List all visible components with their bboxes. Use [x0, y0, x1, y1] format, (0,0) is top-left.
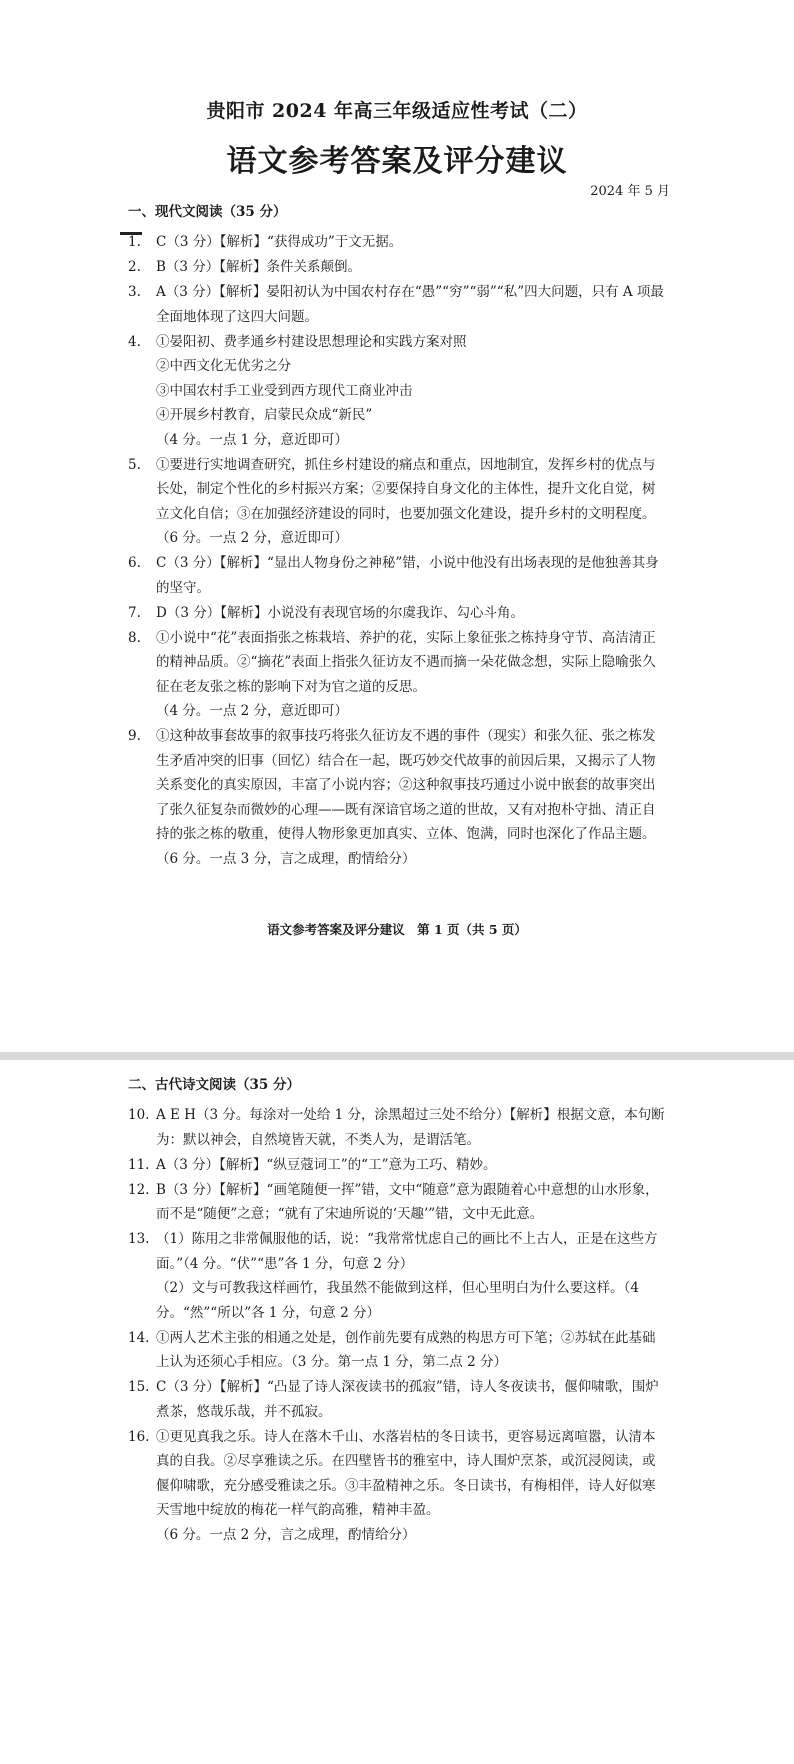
exam-title: 贵阳市 2024 年高三年级适应性考试（二） [206, 100, 588, 122]
answer-body [156, 255, 668, 280]
document-title: 语文参考答案及评分建议 [226, 144, 568, 179]
answer-item [128, 1326, 668, 1375]
answer-body [156, 230, 668, 255]
answer-body [156, 1227, 668, 1325]
answer-item [128, 1153, 668, 1178]
answer-line: D（3 分）【解析】小说没有表现官场的尔虞我诈、勾心斗角。 [156, 604, 524, 621]
answer-line: （4 分。一点 2 分，意近即可） [156, 703, 349, 719]
answer-item [128, 601, 668, 626]
answer-number: 5. [128, 456, 141, 473]
answer-line: A（3 分）【解析】晏阳初认为中国农村存在“愚”“穷”“弱”“私”四大问题，只有 A 项最全面地体现了这四大问题。 [156, 284, 664, 325]
answer-line: B（3 分）【解析】“画笔随便一挥”错，文中“随意”意为跟随着心中意想的山水形象，而不是“随便”之意；“就有了宋迪所说的‘天趣’”错，文中无此意。 [156, 1181, 659, 1222]
answer-line: ①两人艺术主张的相通之处是，创作前先要有成熟的构思方可下笔；②苏轼在此基础上认为还须心手相应。（3 分。第一点 1 分，第二点 2 分） [156, 1329, 656, 1370]
answer-item [128, 330, 668, 453]
answer-item [128, 1375, 668, 1424]
answer-number: 12. [128, 1181, 150, 1198]
answer-item [128, 626, 668, 724]
answer-line: ③中国农村手工业受到西方现代工商业冲击 [156, 382, 413, 399]
answer-body [156, 1178, 668, 1227]
answer-number: 11. [128, 1156, 150, 1173]
answer-body [156, 330, 668, 453]
answer-line: ①这种故事套故事的叙事技巧将张久征访友不遇的事件（现实）和张久征、张之栋发生矛盾冲突的旧事（回忆）结合在一起，既巧妙交代故事的前因后果，又揭示了人物关系变化的真实原因，丰富了小说内容；②这种叙事技巧通过小说中嵌套的故事突出了张久征复杂而微妙的心理——既有深谙官场之道的世故，又有对抱朴守拙、清正自持的张之栋的敬重，使得人物形象更加真实、立体、饱满，同时也深化了作品主题。 [156, 728, 656, 842]
answer-line: C（3 分）【解析】“获得成功”于文无据。 [156, 234, 403, 250]
answer-number: 8. [128, 629, 141, 646]
answer-body [156, 453, 668, 551]
answer-number: 4. [128, 333, 141, 350]
answer-body [156, 280, 668, 329]
answer-item [128, 255, 668, 280]
answer-number: 9. [128, 728, 141, 744]
answer-line: ①小说中“花”表面指张之栋栽培、养护的花，实际上象征张之栋持身守节、高洁清正的精神品质。②“摘花”表面上指张久征访友不遇而摘一朵花做念想，实际上隐喻张久征在老友张之栋的影响下对为官之道的反思。 [156, 629, 656, 695]
answer-line: ②中西文化无优劣之分 [156, 358, 291, 374]
answer-line: （2）文与可教我这样画竹，我虽然不能做到这样，但心里明白为什么要这样。（4 分。“然”“所以”各 1 分，句意 2 分） [156, 1280, 639, 1321]
answer-item [128, 1425, 668, 1548]
answer-number: 7. [128, 604, 141, 621]
answer-number: 6. [128, 555, 141, 571]
answer-item [128, 1178, 668, 1227]
answer-line: （6 分。一点 2 分，意近即可） [156, 530, 349, 546]
answer-number: 15. [128, 1379, 150, 1395]
answer-item [128, 551, 668, 600]
answer-body [156, 1103, 668, 1152]
answer-line: A（3 分）【解析】“纵豆蔻词工”的“工”意为工巧、精妙。 [156, 1156, 497, 1173]
document-date: 2024 年 5 月 [590, 184, 670, 199]
answer-item [128, 453, 668, 551]
answer-line: ①晏阳初、费孝通乡村建设思想理论和实践方案对照 [156, 333, 467, 350]
answer-body [156, 1326, 668, 1375]
answer-number: 13. [128, 1231, 150, 1247]
answer-page-2 [0, 1060, 794, 1764]
section-modern-reading [128, 202, 668, 872]
section-title: 二、古代诗文阅读（35 分） [128, 1077, 300, 1093]
answer-number: 3. [128, 284, 141, 300]
answer-body [156, 601, 668, 626]
answer-line: C（3 分）【解析】“凸显了诗人深夜读书的孤寂”错，诗人冬夜读书，偃仰啸歌，围炉煮茶，悠哉乐哉，并不孤寂。 [156, 1379, 659, 1420]
answer-line: （4 分。一点 1 分，意近即可） [156, 431, 349, 448]
answer-body [156, 724, 668, 871]
answer-item [128, 1227, 668, 1325]
answer-line: ④开展乡村教育，启蒙民众成“新民” [156, 407, 373, 423]
answer-line: B（3 分）【解析】条件关系颠倒。 [156, 259, 362, 275]
answer-body [156, 1425, 668, 1548]
page-separator [0, 1052, 794, 1060]
answer-line: A E H（3 分。每涂对一处给 1 分，涂黑超过三处不给分）【解析】根据文意，本句断为：默以神会，自然境皆天就，不类人为，是谓活笔。 [156, 1107, 665, 1148]
answer-line: ①更见真我之乐。诗人在落木千山、水落岩枯的冬日读书，更容易远离喧嚣，认清本真的自我。②尽享雅读之乐。在四壁皆书的雅室中，诗人围炉烹茶，或沉浸阅读，或偃仰啸歌，充分感受雅读之乐。③丰盈精神之乐。冬日读书，有梅相伴，诗人好似寒天雪地中绽放的梅花一样气韵高雅，精神丰盈。 [156, 1428, 656, 1518]
answer-body [156, 1375, 668, 1424]
answer-line: ①要进行实地调查研究，抓住乡村建设的痛点和重点，因地制宜，发挥乡村的优点与长处，制定个性化的乡村振兴方案；②要保持自身文化的主体性，提升文化自觉，树立文化自信；③在加强经济建设的同时，也要加强文化建设，提升乡村的文明程度。 [156, 456, 656, 522]
answer-body [156, 1153, 668, 1178]
answer-number: 1. [128, 234, 141, 250]
answer-body [156, 551, 668, 600]
answer-number: 16. [128, 1428, 150, 1445]
answer-number: 2. [128, 259, 141, 275]
answer-line: （6 分。一点 2 分，言之成理，酌情给分） [156, 1526, 416, 1543]
answer-line: （6 分。一点 3 分，言之成理，酌情给分） [156, 850, 416, 867]
answer-line: C（3 分）【解析】“显出人物身份之神秘”错，小说中他没有出场表现的是他独善其身的坚守。 [156, 555, 659, 596]
answer-item [128, 280, 668, 329]
answer-line: （1）陈用之非常佩服他的话，说：“我常常忧虑自己的画比不上古人，正是在这些方面。”（4 分。“伏”“患”各 1 分，句意 2 分） [156, 1231, 658, 1272]
answer-item [128, 230, 668, 255]
answer-item [128, 724, 668, 871]
section-title: 一、现代文阅读（35 分） [128, 204, 287, 220]
answer-body [156, 626, 668, 724]
answer-number: 14. [128, 1329, 150, 1346]
answer-item [128, 1103, 668, 1152]
answer-number: 10. [128, 1107, 150, 1123]
page-footer: 语文参考答案及评分建议 第 1 页（共 5 页） [267, 922, 527, 937]
section-classical-reading [128, 1075, 668, 1548]
